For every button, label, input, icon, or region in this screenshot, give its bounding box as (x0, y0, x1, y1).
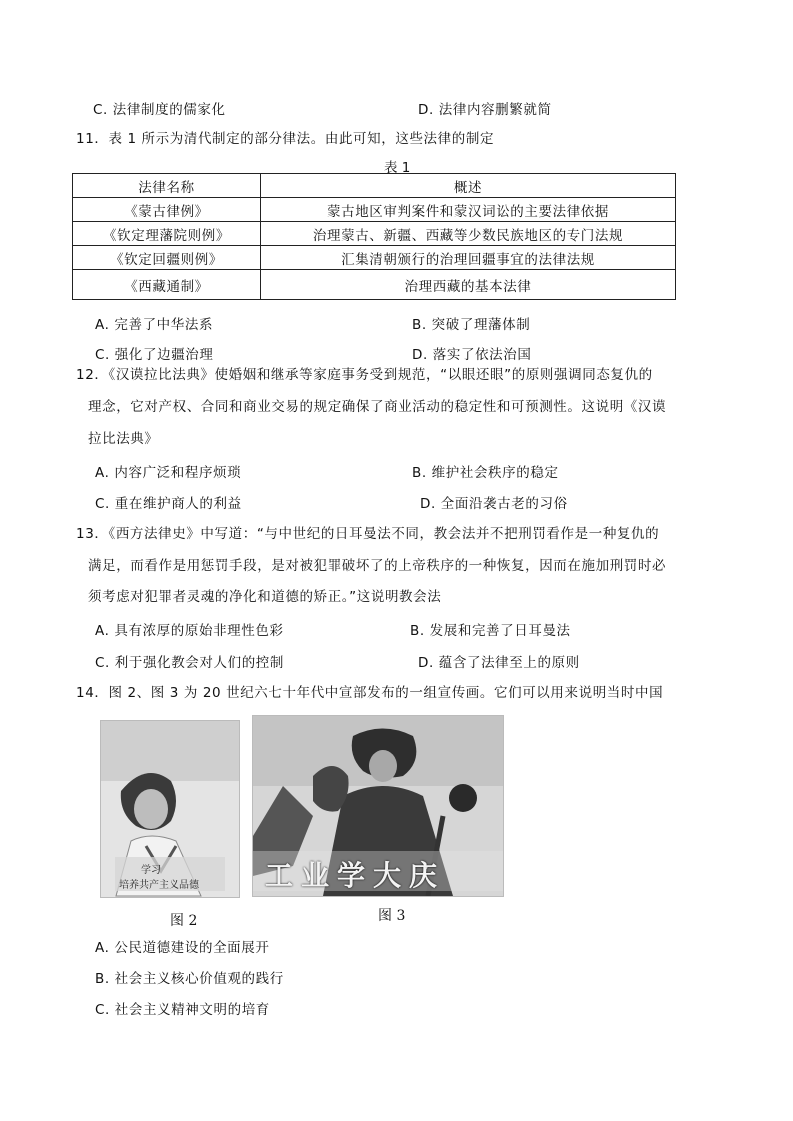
figure-2-caption: 图 2 (170, 913, 198, 929)
figure-3-caption: 图 3 (378, 908, 406, 924)
q13-stem-line1: 13．《西方法律史》中写道：“与中世纪的日耳曼法不同，教会法并不把刑罚看作是一种复仇的 (76, 526, 660, 542)
figure-3-poster (252, 715, 504, 897)
table-header-name: 法律名称 (73, 174, 261, 198)
figure-2-text-line2: 培养共产主义品德 (119, 880, 199, 891)
table-row (73, 198, 676, 222)
q12-option-c: C. 重在维护商人的利益 (95, 496, 242, 512)
table-cell-name: 《钦定理藩院则例》 (73, 222, 261, 246)
q11-stem: 11．表 1 所示为清代制定的部分律法。由此可知，这些法律的制定 (76, 131, 495, 147)
table-row (73, 246, 676, 270)
q13-stem-line3: 须考虑对犯罪者灵魂的净化和道德的矫正。”这说明教会法 (88, 589, 442, 605)
table-cell-summary: 蒙古地区审判案件和蒙汉词讼的主要法律依据 (261, 198, 676, 222)
q14-option-b: B. 社会主义核心价值观的践行 (95, 971, 284, 987)
q14-option-a: A. 公民道德建设的全面展开 (95, 940, 270, 956)
table-cell-summary: 汇集清朝颁行的治理回疆事宜的法律法规 (261, 246, 676, 270)
q13-stem-line2: 满足，而看作是用惩罚手段，是对被犯罪破坏了的上帝秩序的一种恢复，因而在施加刑罚时必 (88, 558, 667, 574)
q10-option-d: D. 法律内容删繁就简 (418, 102, 552, 118)
q13-option-a: A. 具有浓厚的原始非理性色彩 (95, 623, 284, 639)
table-row (73, 270, 676, 300)
table-cell-summary: 治理蒙古、新疆、西藏等少数民族地区的专门法规 (261, 222, 676, 246)
q10-option-c: C. 法律制度的儒家化 (93, 102, 226, 118)
q11-option-b: B. 突破了理藩体制 (412, 317, 531, 333)
q12-stem-line2: 理念，它对产权、合同和商业交易的规定确保了商业活动的稳定性和可预测性。这说明《汉谟 (88, 399, 667, 415)
q11-option-c: C. 强化了边疆治理 (95, 347, 214, 363)
figure-2-illustration (101, 721, 239, 897)
figure-3-slogan: 工业学大庆 (265, 859, 446, 892)
q12-option-a: A. 内容广泛和程序烦琐 (95, 465, 242, 481)
table-caption: 表 1 (384, 160, 411, 176)
table-cell-name: 《钦定回疆则例》 (73, 246, 261, 270)
q12-stem-line3: 拉比法典》 (88, 431, 159, 447)
table-header-summary: 概述 (261, 174, 676, 198)
figure-2-text-line1: 学习 (141, 865, 161, 876)
q14-option-c: C. 社会主义精神文明的培育 (95, 1002, 270, 1018)
table-cell-name: 《蒙古律例》 (73, 198, 261, 222)
law-table (72, 173, 676, 300)
q12-stem-line1: 12．《汉谟拉比法典》使婚姻和继承等家庭事务受到规范，“以眼还眼”的原则强调同态复仇的 (76, 367, 653, 383)
figure-2-poster (100, 720, 240, 898)
q11-option-a: A. 完善了中华法系 (95, 317, 214, 333)
table-row (73, 222, 676, 246)
table-cell-name: 《西藏通制》 (73, 270, 261, 300)
q13-option-c: C. 利于强化教会对人们的控制 (95, 655, 285, 671)
q14-stem: 14．图 2、图 3 为 20 世纪六七十年代中宣部发布的一组宣传画。它们可以用来说明当时中国 (76, 685, 664, 701)
q13-option-b: B. 发展和完善了日耳曼法 (410, 623, 571, 639)
q13-option-d: D. 蕴含了法律至上的原则 (418, 655, 580, 671)
q12-option-b: B. 维护社会秩序的稳定 (412, 465, 559, 481)
table-cell-summary: 治理西藏的基本法律 (261, 270, 676, 300)
table-header-row (73, 174, 676, 198)
q11-option-d: D. 落实了依法治国 (412, 347, 532, 363)
q12-option-d: D. 全面沿袭古老的习俗 (420, 496, 568, 512)
